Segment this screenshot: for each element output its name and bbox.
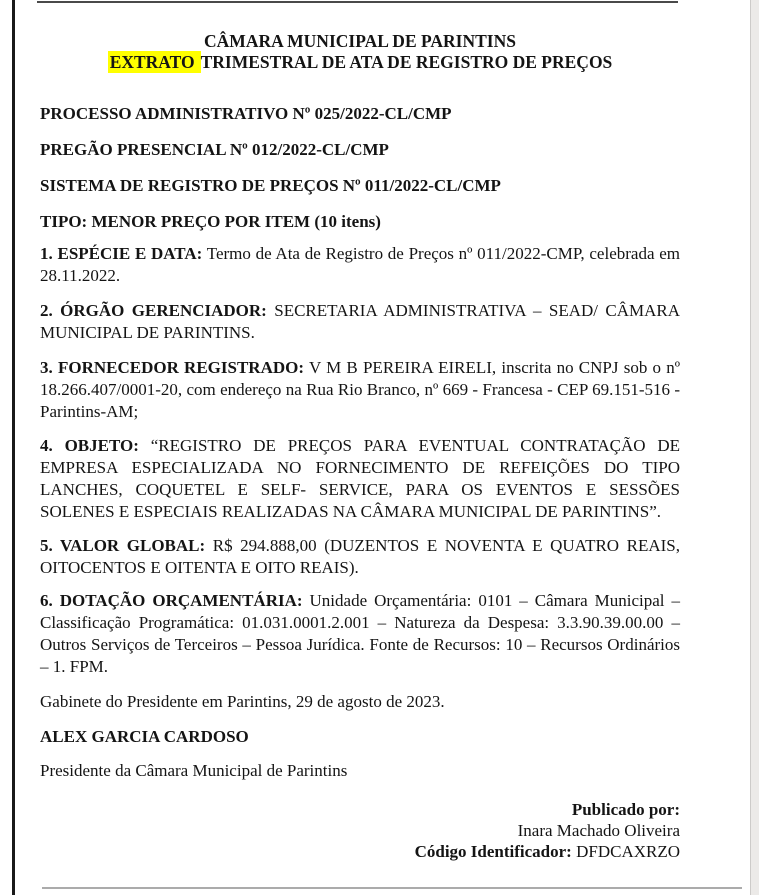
section-label: 3. FORNECEDOR REGISTRADO: bbox=[40, 358, 305, 377]
page-left-border bbox=[12, 0, 15, 895]
section-fornecedor-registrado bbox=[40, 357, 680, 423]
publication-block bbox=[40, 799, 680, 862]
published-by-label: Publicado por: bbox=[571, 800, 680, 819]
closing-place-date: Gabinete do Presidente em Parintins, 29 de agosto de 2023. bbox=[40, 692, 445, 711]
section-text: “REGISTRO DE PREÇOS PARA EVENTUAL CONTRATAÇÃO DE EMPRESA ESPECIALIZADA NO FORNECIMENTO DE REFEIÇÕES DO TIPO LANCHES, COQUETEL E SELF- SERVICE, PARA OS EVENTOS E SESSÕES SOLENES E ESPECIAIS REALIZADAS NA CÂMARA MUNICIPAL DE PARINTINS”. bbox=[40, 436, 680, 521]
title-line-2-rest: TRIMESTRAL DE ATA DE REGISTRO DE PREÇOS bbox=[200, 52, 613, 72]
identifier-value: DFDCAXRZO bbox=[576, 842, 680, 861]
section-label: 2. ÓRGÃO GERENCIADOR: bbox=[40, 301, 267, 320]
sistema-registro-precos-line: SISTEMA DE REGISTRO DE PREÇOS Nº 011/2022-CL/CMP bbox=[40, 176, 501, 195]
section-text: Unidade Orçamentária: 0101 – Câmara Municipal – Classificação Programática: 01.031.0001.2.001 – Natureza da Despesa: 3.3.90.39.00.00 – Outros Serviços de Terceiros – Pessoa Jurídica. Fonte de Recursos: 10 – Recursos Ordinários – 1. FPM. bbox=[40, 591, 681, 676]
pregao-presencial-line: PREGÃO PRESENCIAL Nº 012/2022-CL/CMP bbox=[40, 140, 389, 159]
section-text: Termo de Ata de Registro de Preços nº 011/2022-CMP, celebrada em 28.11.2022. bbox=[40, 244, 680, 285]
published-by-name: Inara Machado Oliveira bbox=[517, 821, 680, 840]
section-dotacao-orcamentaria bbox=[40, 590, 680, 678]
section-text: V M B PEREIRA EIRELI, inscrita no CNPJ sob o nº 18.266.407/0001-20, com endereço na Rua Rio Branco, nº 669 - Francesa - CEP 69.151-516 - Parintins-AM; bbox=[40, 358, 681, 421]
section-especie-e-data bbox=[40, 243, 680, 287]
section-label: 6. DOTAÇÃO ORÇAMENTÁRIA: bbox=[40, 591, 303, 610]
section-text: SECRETARIA ADMINISTRATIVA – SEAD/ CÂMARA MUNICIPAL DE PARINTINS. bbox=[40, 301, 680, 342]
section-label: 4. OBJETO: bbox=[40, 436, 139, 455]
right-scrollbar-track[interactable] bbox=[750, 0, 759, 895]
section-label: 1. ESPÉCIE E DATA: bbox=[40, 244, 203, 263]
section-text: R$ 294.888,00 (DUZENTOS E NOVENTA E QUATRO REAIS, OITOCENTOS E OITENTA E OITO REAIS). bbox=[40, 536, 681, 577]
title-line-1: CÂMARA MUNICIPAL DE PARINTINS bbox=[204, 31, 516, 51]
signer-title: Presidente da Câmara Municipal de Parintins bbox=[40, 761, 348, 780]
process-administrativo-line: PROCESSO ADMINISTRATIVO Nº 025/2022-CL/CMP bbox=[40, 104, 452, 123]
bottom-divider bbox=[42, 887, 742, 889]
tipo-line: TIPO: MENOR PREÇO POR ITEM (10 itens) bbox=[40, 212, 381, 231]
section-valor-global bbox=[40, 535, 680, 579]
highlighted-word-extrato: EXTRATO bbox=[108, 51, 201, 73]
section-label: 5. VALOR GLOBAL: bbox=[40, 536, 206, 555]
document-content bbox=[40, 0, 680, 862]
title-line-2 bbox=[40, 52, 680, 73]
identifier-line bbox=[40, 841, 680, 862]
identifier-label: Código Identificador: bbox=[414, 842, 572, 861]
section-objeto bbox=[40, 435, 680, 523]
document-title bbox=[40, 31, 680, 73]
section-orgao-gerenciador bbox=[40, 300, 680, 344]
signer-name: ALEX GARCIA CARDOSO bbox=[40, 727, 249, 746]
